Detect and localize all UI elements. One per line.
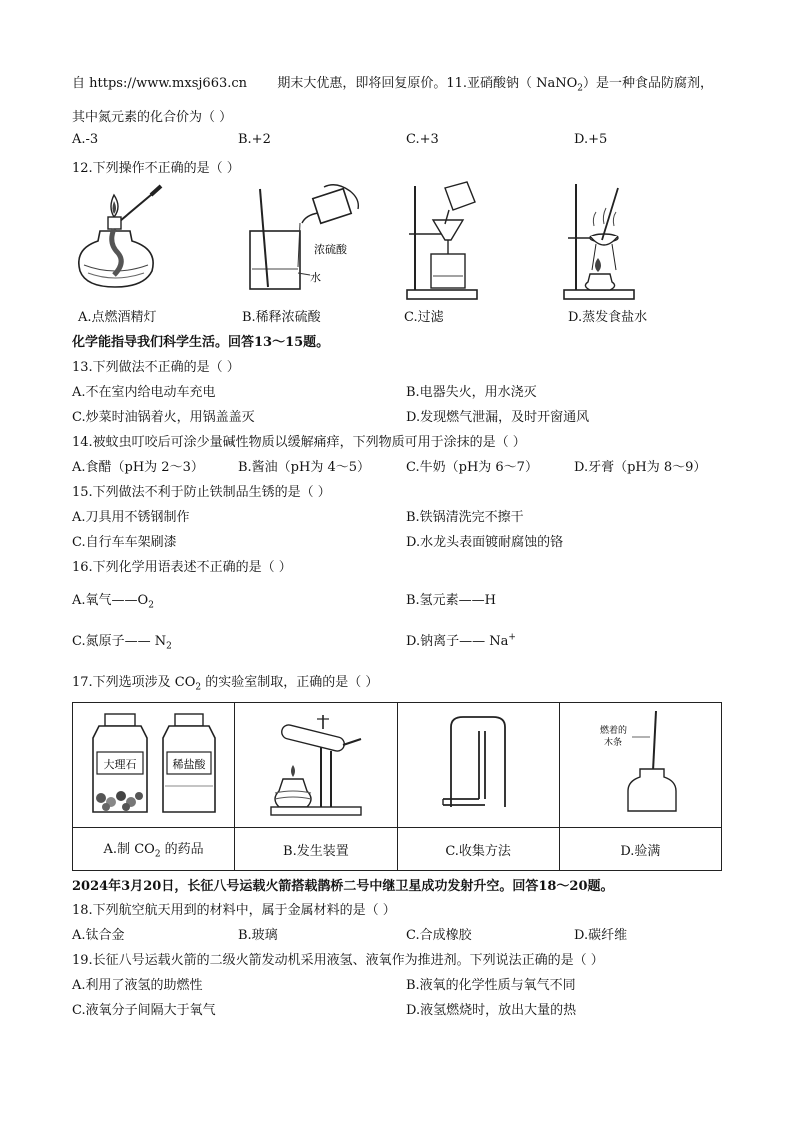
q19-options-row1 [0, 974, 794, 996]
q19-option-a: A.利用了液氢的助燃性 [72, 978, 203, 993]
q15-option-d: D.水龙头表面镀耐腐蚀的铬 [406, 535, 564, 550]
q17-stem: 17.下列选项涉及 $CO_2$ 的实验室制取，正确的是（ ） [72, 675, 379, 693]
q18-option-d: D.碳纤维 [574, 928, 628, 943]
q18-options [0, 924, 794, 946]
q17-cell-d-img [559, 703, 721, 828]
q14-options [0, 456, 794, 478]
reagent-bottles-figure [79, 708, 229, 818]
q17-caption-a: A.制 $CO_2$ 的药品 [73, 828, 235, 871]
q18-stem: 18.下列航空航天用到的材料中，属于金属材料的是（ ） [72, 903, 396, 918]
q13-options-row2 [0, 406, 794, 428]
q16-options-row2 [0, 630, 794, 652]
q16-option-b: B.氢元素——H [406, 593, 497, 608]
q17-table [72, 702, 722, 871]
q14-option-a: A.食醋（pH为 2～3） [72, 460, 204, 475]
promo-text: 期末大优惠，即将回复原价。 [277, 76, 447, 91]
q19-stem: 19.长征八号运载火箭的二级火箭发动机采用液氢、液氧作为推进剂。下列说法正确的是（ ） [72, 953, 604, 968]
q11-options [0, 132, 794, 154]
q13-option-d: D.发现燃气泄漏，及时开窗通风 [406, 410, 590, 425]
q19-option-d: D.液氢燃烧时，放出大量的热 [406, 1003, 577, 1018]
source-url[interactable]: 自 https://www.mxsj663.cn [72, 76, 248, 91]
stick-label-line1: 燃着的 [600, 726, 628, 736]
q16-options-row1 [0, 589, 794, 611]
bottle-label-hcl: 稀盐酸 [172, 758, 206, 771]
q17-cell-a-img [73, 703, 235, 828]
q11-option-c: C.+3 [406, 132, 439, 147]
q16-stem: 16.下列化学用语表述不正确的是（ ） [72, 560, 292, 575]
q14-option-c: C.牛奶（pH为 6～7） [406, 460, 538, 475]
q15-option-c: C.自行车车架刷漆 [72, 535, 177, 550]
q19-option-b: B.液氧的化学性质与氧气不同 [406, 978, 576, 993]
q15-option-b: B.铁锅清洗完不擦干 [406, 510, 524, 525]
q16-option-d: D.钠离子—— Na+ [406, 632, 516, 649]
bottle-label-marble: 大理石 [103, 758, 137, 771]
q16-option-a: A.氧气$——O_2$ [72, 593, 154, 611]
q14-option-d: D.牙膏（pH为 8～9） [574, 460, 707, 475]
q13-option-b: B.电器失火，用水浇灭 [406, 385, 537, 400]
q12-option-d: D.蒸发食盐水 [568, 310, 648, 325]
q12-option-a: A.点燃酒精灯 [78, 310, 157, 325]
q13-option-a: A.不在室内给电动车充电 [72, 385, 216, 400]
q14-stem: 14.被蚊虫叮咬后可涂少量碱性物质以缓解痛痒，下列物质可用于涂抹的是（ ） [72, 435, 526, 450]
q19-option-c: C.液氧分子间隔大于氧气 [72, 1003, 216, 1018]
header-line [72, 72, 713, 94]
q15-options-row1 [0, 506, 794, 528]
q13-stem: 13.下列做法不正确的是（ ） [72, 360, 240, 375]
label-conc-acid: 浓硫酸 [314, 243, 347, 256]
q12-options [0, 306, 794, 328]
label-water: 水 [310, 271, 321, 284]
q11-stem: 11.亚硝酸钠（ NaNO$_2$）是一种食品防腐剂， [446, 76, 714, 94]
q17-cell-c-img [397, 703, 559, 828]
q12-option-c: C.过滤 [404, 310, 444, 325]
q19-options-row2 [0, 999, 794, 1021]
q13-options-row1 [0, 381, 794, 403]
q17-caption-c: C.收集方法 [397, 828, 559, 871]
q17-caption-d: D.验满 [559, 828, 721, 871]
q18-option-a: A.钛合金 [72, 928, 125, 943]
q11-stem-line2: 其中氮元素的化合价为（ ） [72, 110, 233, 125]
q15-stem: 15.下列做法不利于防止铁制品生锈的是（ ） [72, 485, 331, 500]
collection-method-figure [423, 707, 533, 819]
alcohol-lamp-figure [78, 183, 168, 298]
full-check-figure [580, 707, 700, 819]
q15-options-row2 [0, 531, 794, 553]
q12-stem: 12.下列操作不正确的是（ ） [72, 161, 240, 176]
q12-option-b: B.稀释浓硫酸 [242, 310, 321, 325]
q17-caption-b: B.发生装置 [235, 828, 397, 871]
q18-option-c: C.合成橡胶 [406, 928, 472, 943]
evaporation-figure [562, 178, 642, 306]
q14-option-b: B.酱油（pH为 4～5） [238, 460, 371, 475]
q11-option-b: B.+2 [238, 132, 271, 147]
generator-apparatus-figure [261, 707, 371, 819]
q16-option-c: C.氮原子—— $N_2$ [72, 634, 172, 652]
q17-cell-b-img [235, 703, 397, 828]
section2-intro: 2024年3月20日，长征八号运载火箭搭载鹊桥二号中继卫星成功发射升空。回答18～20题。 [72, 879, 614, 894]
q15-option-a: A.刀具用不锈钢制作 [72, 510, 190, 525]
q13-option-c: C.炒菜时油锅着火，用锅盖盖灭 [72, 410, 255, 425]
stick-label-line2: 木条 [604, 738, 623, 748]
q11-option-d: D.+5 [574, 132, 608, 147]
section1-intro: 化学能指导我们科学生活。回答13～15题。 [72, 335, 330, 350]
q11-option-a: A.-3 [72, 132, 99, 147]
dilute-acid-figure [240, 183, 365, 298]
q18-option-b: B.玻璃 [238, 928, 278, 943]
filtration-figure [405, 180, 485, 305]
